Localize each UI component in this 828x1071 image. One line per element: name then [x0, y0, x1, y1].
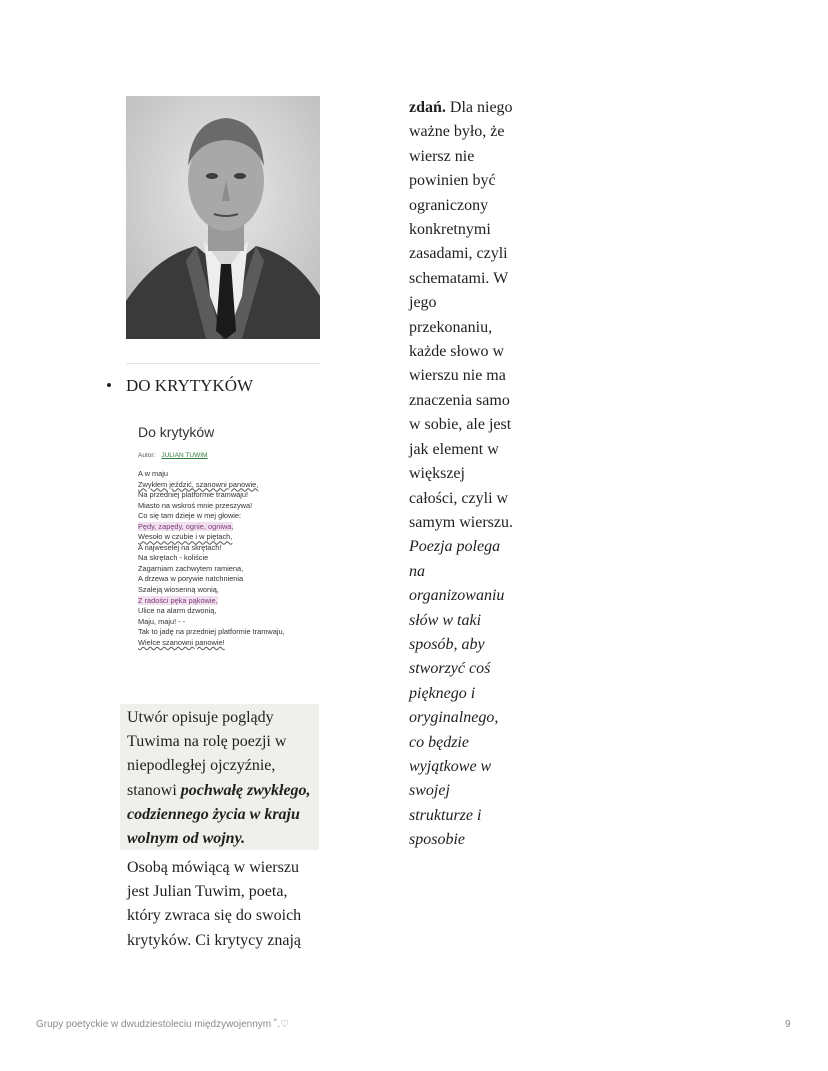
- poem-line-highlight: Pędy, zapędy, ognie, ogniwa,: [138, 521, 234, 531]
- poem-image: [134, 418, 324, 688]
- bullet-dot: •: [106, 376, 112, 395]
- poem-line: A drzewa w porywie natchnienia: [138, 574, 244, 584]
- poem-line: Tak to jadę na przedniej platformie tramwaju,: [138, 627, 285, 637]
- poem-author: [138, 452, 324, 459]
- poem-title: Do krytyków: [138, 424, 215, 440]
- quote-emphasis: pochwałę zwykłego, codziennego życia w kraju wolnym od wojny.: [127, 781, 311, 848]
- paragraph: Osobą mówiącą w wierszu jest Julian Tuwim, poeta, który zwraca się do swoich krytyków. Ci krytycy znają: [127, 859, 302, 949]
- poem-lines: [138, 469, 324, 648]
- poem-line: A najweselej na skrętach!: [138, 542, 222, 552]
- right-text: Dla niego ważne było, że wiersz nie powinien być ograniczony konkretnymi zasadami, czyli schematami. W jego przekonaniu, każde słowo w wierszu nie ma znaczenia samo w sobie, ale jest jak element w większej całości, czyli w samym wierszu.: [409, 99, 513, 531]
- right-bold: zdań.: [409, 99, 446, 116]
- left-column: [126, 96, 320, 364]
- poem-line: Co się tam dzieje w mej głowie:: [138, 511, 242, 521]
- poem-author-label: Autor:: [138, 452, 156, 459]
- poem-line: [138, 522, 324, 533]
- quote-plain: Utwór opisuje poglądy Tuwima na rolę poezji w niepodległej ojczyźnie, stanowi: [127, 709, 287, 799]
- portrait-photo: [126, 96, 320, 339]
- poem-line: Miasto na wskroś mnie przeszywa!: [138, 500, 253, 510]
- bullet-label: DO KRYTYKÓW: [126, 376, 254, 395]
- poem-line: Na skrętach - koliście: [138, 553, 209, 563]
- footer-title: Grupy poetyckie w dwudziestoleciu międzywojennym ˚.♡: [36, 1019, 289, 1030]
- poem-line: Wesoło w czubie i w piętach,: [138, 532, 233, 542]
- poem-line: A w maju: [138, 469, 168, 478]
- poem-line: [138, 596, 324, 607]
- poem-line: Zagarniam zachwytem ramiena,: [138, 563, 244, 573]
- divider: [126, 363, 320, 364]
- poem-author-name: JULIAN TUWIM: [161, 452, 208, 459]
- poem-line: Na przedniej platformie tramwaju!: [138, 490, 249, 500]
- poem-line: Wielce szanowni panowie!: [138, 637, 225, 647]
- highlighted-paragraph: [120, 704, 319, 850]
- poem-line-highlight: Z radości pęka pąkowie,: [138, 595, 218, 605]
- poem-line: Zwykłem jeździć, szanowni panowie,: [138, 479, 259, 489]
- right-italic: Poezja polega na organizowaniu słów w taki sposób, aby stworzyć coś pięknego i oryginalnego, co będzie wyjątkowe w swojej strukturze i sposobie: [409, 538, 505, 849]
- right-column: [409, 96, 514, 853]
- poem-line: Szaleją wiosenną wonią,: [138, 585, 219, 595]
- poem-line: Maju, maju! - -: [138, 616, 186, 626]
- page-number: 9: [785, 1019, 791, 1030]
- bullet-item: [106, 376, 253, 396]
- poem-line: Ulice na alarm dzwonią,: [138, 606, 217, 616]
